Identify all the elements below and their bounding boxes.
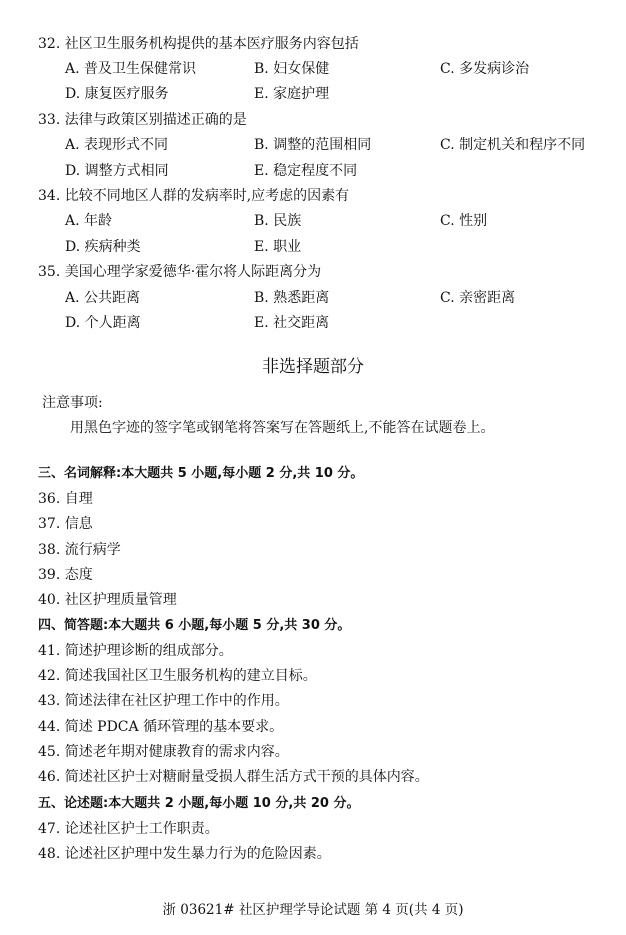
section-4-heading: 四、简答题:本大题共 6 小题,每小题 5 分,共 30 分。: [38, 618, 351, 633]
question-39: 39. 态度: [38, 567, 93, 583]
question-44: 44. 简述 PDCA 循环管理的基本要求。: [38, 719, 284, 735]
question-40: 40. 社区护理质量管理: [38, 592, 177, 608]
q33-option-a: A. 表现形式不同: [65, 137, 169, 153]
q32-option-d: D. 康复医疗服务: [65, 86, 169, 102]
q32-option-e: E. 家庭护理: [254, 86, 330, 102]
q34-option-c: C. 性别: [440, 213, 488, 229]
q33-option-c: C. 制定机关和程序不同: [440, 137, 586, 153]
question-33-stem: 33. 法律与政策区别描述正确的是: [38, 112, 247, 128]
question-38: 38. 流行病学: [38, 542, 121, 558]
q35-option-a: A. 公共距离: [65, 290, 141, 306]
notice-label: 注意事项:: [42, 395, 103, 411]
question-48: 48. 论述社区护理中发生暴力行为的危险因素。: [38, 846, 331, 862]
question-41: 41. 简述护理诊断的组成部分。: [38, 643, 233, 659]
question-46: 46. 简述社区护士对糖耐量受损人群生活方式干预的具体内容。: [38, 769, 429, 785]
question-35-stem: 35. 美国心理学家爱德华·霍尔将人际距离分为: [38, 264, 322, 280]
q33-option-e: E. 稳定程度不同: [254, 163, 358, 179]
q33-option-d: D. 调整方式相同: [65, 163, 169, 179]
q34-option-d: D. 疾病种类: [65, 239, 141, 255]
question-32-stem: 32. 社区卫生服务机构提供的基本医疗服务内容包括: [38, 36, 359, 52]
question-43: 43. 简述法律在社区护理工作中的作用。: [38, 693, 289, 709]
section-3-heading: 三、名词解释:本大题共 5 小题,每小题 2 分,共 10 分。: [38, 466, 364, 481]
q34-option-a: A. 年龄: [65, 213, 113, 229]
q34-option-b: B. 民族: [254, 213, 302, 229]
q32-option-c: C. 多发病诊治: [440, 61, 530, 77]
notice-text: 用黑色字迹的签字笔或钢笔将答案写在答题纸上,不能答在试题卷上。: [70, 420, 495, 436]
page-footer: 浙 03621# 社区护理学导论试题 第 4 页(共 4 页): [162, 902, 464, 918]
q34-option-e: E. 职业: [254, 239, 302, 255]
q32-option-a: A. 普及卫生保健常识: [65, 61, 197, 77]
q35-option-b: B. 熟悉距离: [254, 290, 330, 306]
question-34-stem: 34. 比较不同地区人群的发病率时,应考虑的因素有: [38, 188, 350, 204]
question-37: 37. 信息: [38, 516, 93, 532]
part-title: 非选择题部分: [262, 357, 364, 377]
q35-option-e: E. 社交距离: [254, 315, 330, 331]
question-47: 47. 论述社区护士工作职责。: [38, 821, 219, 837]
q35-option-c: C. 亲密距离: [440, 290, 516, 306]
q33-option-b: B. 调整的范围相同: [254, 137, 372, 153]
q32-option-b: B. 妇女保健: [254, 61, 330, 77]
question-36: 36. 自理: [38, 491, 93, 507]
question-42: 42. 简述我国社区卫生服务机构的建立目标。: [38, 668, 317, 684]
q35-option-d: D. 个人距离: [65, 315, 141, 331]
section-5-heading: 五、论述题:本大题共 2 小题,每小题 10 分,共 20 分。: [38, 796, 360, 811]
question-45: 45. 简述老年期对健康教育的需求内容。: [38, 744, 289, 760]
